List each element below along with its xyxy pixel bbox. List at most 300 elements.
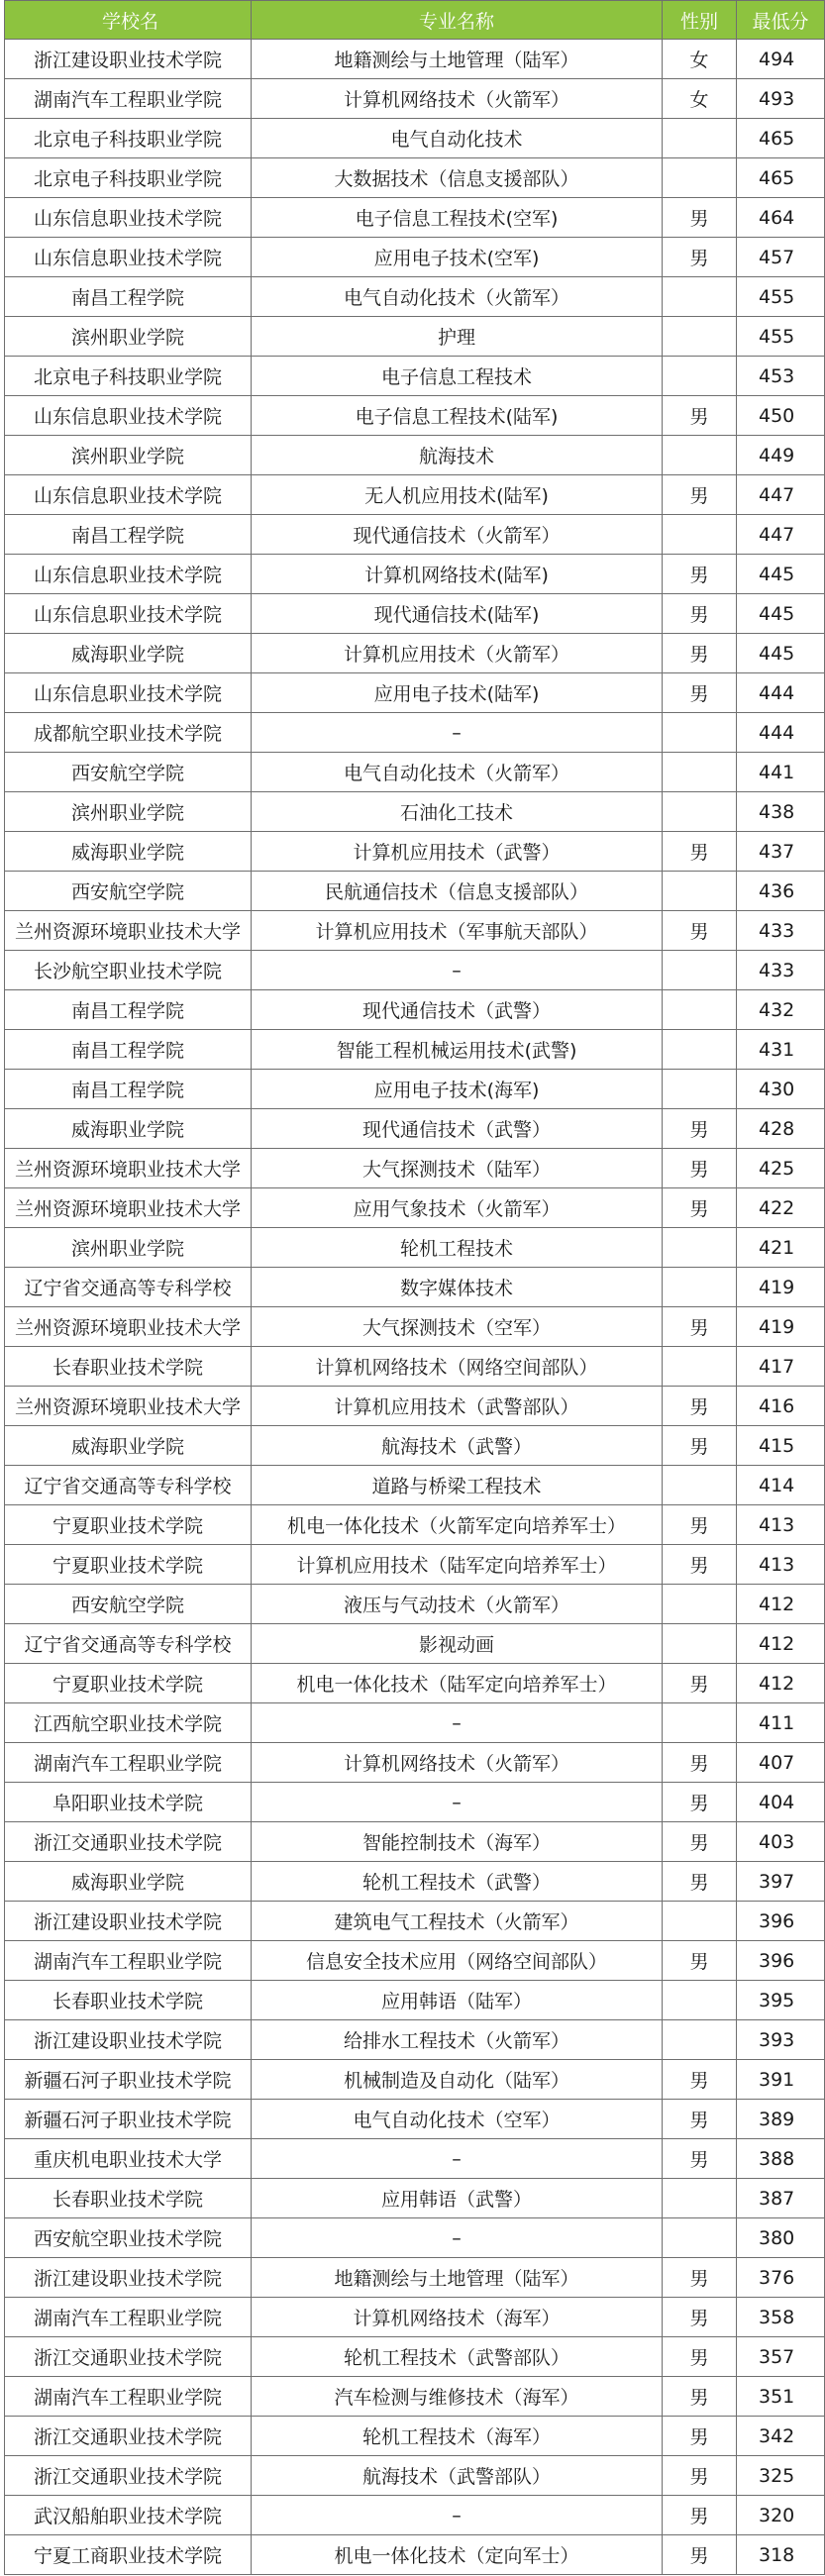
table-row xyxy=(5,1703,825,1743)
major-name-cell: 计算机网络技术（火箭军） xyxy=(252,79,663,119)
table-row xyxy=(5,1862,825,1902)
school-name-cell: 湖南汽车工程职业学院 xyxy=(5,2298,252,2337)
school-name-cell: 威海职业学院 xyxy=(5,1862,252,1902)
min-score-cell: 388 xyxy=(737,2139,825,2179)
school-name-cell: 湖南汽车工程职业学院 xyxy=(5,2377,252,2417)
gender-cell: 男 xyxy=(663,2100,737,2139)
min-score-cell: 465 xyxy=(737,158,825,198)
min-score-cell: 325 xyxy=(737,2456,825,2496)
min-score-cell: 432 xyxy=(737,990,825,1030)
gender-cell: 男 xyxy=(663,2337,737,2377)
major-name-cell: 给排水工程技术（火箭军） xyxy=(252,2020,663,2060)
gender-cell xyxy=(663,158,737,198)
min-score-cell: 404 xyxy=(737,1783,825,1822)
gender-cell: 男 xyxy=(663,1743,737,1783)
school-name-cell: 宁夏工商职业技术学院 xyxy=(5,2535,252,2575)
min-score-cell: 441 xyxy=(737,753,825,792)
table-row xyxy=(5,1109,825,1149)
gender-cell xyxy=(663,2179,737,2218)
min-score-cell: 395 xyxy=(737,1981,825,2020)
table-row xyxy=(5,2377,825,2417)
gender-cell xyxy=(663,1585,737,1624)
school-name-cell: 南昌工程学院 xyxy=(5,990,252,1030)
min-score-cell: 464 xyxy=(737,198,825,238)
table-row xyxy=(5,1783,825,1822)
major-name-cell: – xyxy=(252,713,663,753)
table-row xyxy=(5,1545,825,1585)
min-score-cell: 417 xyxy=(737,1347,825,1387)
major-name-cell: 机械制造及自动化（陆军） xyxy=(252,2060,663,2100)
min-score-cell: 436 xyxy=(737,872,825,911)
min-score-cell: 393 xyxy=(737,2020,825,2060)
min-score-cell: 437 xyxy=(737,832,825,872)
min-score-cell: 396 xyxy=(737,1902,825,1941)
table-row xyxy=(5,1624,825,1664)
major-name-cell: 计算机网络技术（网络空间部队） xyxy=(252,1347,663,1387)
major-name-cell: 计算机应用技术（武警） xyxy=(252,832,663,872)
gender-cell xyxy=(663,1030,737,1070)
table-row xyxy=(5,2218,825,2258)
table-row xyxy=(5,1902,825,1941)
min-score-cell: 380 xyxy=(737,2218,825,2258)
table-row xyxy=(5,594,825,634)
gender-cell: 男 xyxy=(663,1307,737,1347)
min-score-cell: 318 xyxy=(737,2535,825,2575)
min-score-cell: 449 xyxy=(737,436,825,475)
major-name-cell: 信息安全技术应用（网络空间部队） xyxy=(252,1941,663,1981)
gender-cell xyxy=(663,2020,737,2060)
table-row xyxy=(5,238,825,277)
school-name-cell: 辽宁省交通高等专科学校 xyxy=(5,1268,252,1307)
school-name-cell: 浙江交通职业技术学院 xyxy=(5,2456,252,2496)
school-name-cell: 山东信息职业技术学院 xyxy=(5,594,252,634)
min-score-cell: 493 xyxy=(737,79,825,119)
gender-cell: 男 xyxy=(663,2496,737,2535)
gender-cell xyxy=(663,1466,737,1505)
min-score-cell: 414 xyxy=(737,1466,825,1505)
min-score-cell: 396 xyxy=(737,1941,825,1981)
gender-cell: 男 xyxy=(663,2377,737,2417)
school-name-cell: 山东信息职业技术学院 xyxy=(5,198,252,238)
major-name-cell: 机电一体化技术（陆军定向培养军士） xyxy=(252,1664,663,1703)
min-score-cell: 447 xyxy=(737,475,825,515)
major-name-cell: 轮机工程技术（武警部队） xyxy=(252,2337,663,2377)
min-score-cell: 457 xyxy=(737,238,825,277)
table-row xyxy=(5,1822,825,1862)
table-row xyxy=(5,1743,825,1783)
school-name-cell: 长春职业技术学院 xyxy=(5,2179,252,2218)
school-name-cell: 成都航空职业技术学院 xyxy=(5,713,252,753)
table-row xyxy=(5,1228,825,1268)
table-row xyxy=(5,357,825,396)
table-row xyxy=(5,1941,825,1981)
gender-cell xyxy=(663,119,737,158)
gender-cell: 男 xyxy=(663,1387,737,1426)
table-row xyxy=(5,872,825,911)
school-name-cell: 浙江交通职业技术学院 xyxy=(5,2417,252,2456)
school-name-cell: 滨州职业学院 xyxy=(5,317,252,357)
gender-cell: 男 xyxy=(663,634,737,673)
min-score-cell: 455 xyxy=(737,317,825,357)
gender-cell: 男 xyxy=(663,1545,737,1585)
school-name-cell: 滨州职业学院 xyxy=(5,792,252,832)
major-name-cell: – xyxy=(252,1703,663,1743)
major-name-cell: 民航通信技术（信息支援部队） xyxy=(252,872,663,911)
gender-cell xyxy=(663,792,737,832)
table-row xyxy=(5,2100,825,2139)
major-name-cell: 轮机工程技术 xyxy=(252,1228,663,1268)
table-row xyxy=(5,1268,825,1307)
gender-cell xyxy=(663,1347,737,1387)
gender-cell xyxy=(663,990,737,1030)
table-row xyxy=(5,792,825,832)
major-name-cell: 大数据技术（信息支援部队） xyxy=(252,158,663,198)
table-row xyxy=(5,396,825,436)
gender-cell xyxy=(663,2218,737,2258)
table-row xyxy=(5,2298,825,2337)
major-name-cell: 应用电子技术(海军) xyxy=(252,1070,663,1109)
table-row xyxy=(5,277,825,317)
major-name-cell: 电气自动化技术 xyxy=(252,119,663,158)
gender-cell: 男 xyxy=(663,911,737,951)
min-score-cell: 422 xyxy=(737,1188,825,1228)
table-row xyxy=(5,911,825,951)
school-name-cell: 滨州职业学院 xyxy=(5,1228,252,1268)
table-header xyxy=(5,1,825,40)
school-name-cell: 宁夏职业技术学院 xyxy=(5,1505,252,1545)
gender-cell: 男 xyxy=(663,198,737,238)
gender-cell xyxy=(663,753,737,792)
major-name-cell: 建筑电气工程技术（火箭军） xyxy=(252,1902,663,1941)
school-name-cell: 山东信息职业技术学院 xyxy=(5,238,252,277)
school-name-cell: 浙江交通职业技术学院 xyxy=(5,2337,252,2377)
major-name-cell: 轮机工程技术（武警） xyxy=(252,1862,663,1902)
table-row xyxy=(5,1347,825,1387)
gender-cell: 男 xyxy=(663,1783,737,1822)
min-score-cell: 407 xyxy=(737,1743,825,1783)
school-name-cell: 重庆机电职业技术大学 xyxy=(5,2139,252,2179)
school-name-cell: 长沙航空职业技术学院 xyxy=(5,951,252,990)
major-name-cell: 应用电子技术(陆军) xyxy=(252,673,663,713)
gender-cell xyxy=(663,357,737,396)
min-score-cell: 416 xyxy=(737,1387,825,1426)
min-score-cell: 357 xyxy=(737,2337,825,2377)
min-score-cell: 389 xyxy=(737,2100,825,2139)
gender-cell xyxy=(663,1624,737,1664)
min-score-cell: 431 xyxy=(737,1030,825,1070)
table-row xyxy=(5,1188,825,1228)
gender-cell: 男 xyxy=(663,238,737,277)
min-score-cell: 455 xyxy=(737,277,825,317)
major-name-cell: 现代通信技术（武警） xyxy=(252,990,663,1030)
admission-scores-table xyxy=(4,0,825,2575)
school-name-cell: 浙江建设职业技术学院 xyxy=(5,1902,252,1941)
table-row xyxy=(5,1664,825,1703)
gender-cell xyxy=(663,436,737,475)
gender-cell: 男 xyxy=(663,1149,737,1188)
gender-cell xyxy=(663,277,737,317)
min-score-cell: 376 xyxy=(737,2258,825,2298)
gender-cell xyxy=(663,1703,737,1743)
gender-cell: 男 xyxy=(663,2060,737,2100)
min-score-cell: 419 xyxy=(737,1268,825,1307)
gender-cell xyxy=(663,1070,737,1109)
school-name-cell: 威海职业学院 xyxy=(5,634,252,673)
major-name-cell: 机电一体化技术（火箭军定向培养军士） xyxy=(252,1505,663,1545)
table-row xyxy=(5,1505,825,1545)
min-score-cell: 358 xyxy=(737,2298,825,2337)
school-name-cell: 江西航空职业技术学院 xyxy=(5,1703,252,1743)
major-name-cell: 护理 xyxy=(252,317,663,357)
gender-cell: 男 xyxy=(663,594,737,634)
school-name-cell: 辽宁省交通高等专科学校 xyxy=(5,1624,252,1664)
min-score-cell: 351 xyxy=(737,2377,825,2417)
table-row xyxy=(5,40,825,79)
major-name-cell: 计算机应用技术（武警部队） xyxy=(252,1387,663,1426)
table-row xyxy=(5,2179,825,2218)
major-name-cell: 计算机应用技术（火箭军） xyxy=(252,634,663,673)
school-name-cell: 兰州资源环境职业技术大学 xyxy=(5,911,252,951)
header-row xyxy=(5,1,825,40)
table-row xyxy=(5,475,825,515)
gender-cell xyxy=(663,951,737,990)
major-name-cell: 计算机网络技术(陆军) xyxy=(252,555,663,594)
gender-cell: 男 xyxy=(663,1822,737,1862)
major-name-cell: 电气自动化技术（火箭军） xyxy=(252,753,663,792)
school-name-cell: 长春职业技术学院 xyxy=(5,1981,252,2020)
gender-cell: 男 xyxy=(663,1862,737,1902)
school-name-cell: 长春职业技术学院 xyxy=(5,1347,252,1387)
table-row xyxy=(5,2060,825,2100)
school-name-cell: 西安航空学院 xyxy=(5,872,252,911)
school-name-cell: 浙江建设职业技术学院 xyxy=(5,2258,252,2298)
school-name-cell: 山东信息职业技术学院 xyxy=(5,396,252,436)
min-score-cell: 433 xyxy=(737,911,825,951)
school-name-cell: 北京电子科技职业学院 xyxy=(5,119,252,158)
min-score-cell: 445 xyxy=(737,634,825,673)
school-name-cell: 浙江交通职业技术学院 xyxy=(5,1822,252,1862)
major-name-cell: 影视动画 xyxy=(252,1624,663,1664)
gender-cell: 男 xyxy=(663,2535,737,2575)
min-score-cell: 445 xyxy=(737,555,825,594)
gender-cell xyxy=(663,1981,737,2020)
gender-cell: 男 xyxy=(663,2139,737,2179)
table-row xyxy=(5,317,825,357)
major-name-cell: 大气探测技术（陆军） xyxy=(252,1149,663,1188)
gender-cell: 男 xyxy=(663,2456,737,2496)
major-name-cell: – xyxy=(252,1783,663,1822)
gender-cell: 男 xyxy=(663,1664,737,1703)
school-name-cell: 西安航空学院 xyxy=(5,753,252,792)
table-row xyxy=(5,2020,825,2060)
header-major-name: 专业名称 xyxy=(252,1,663,40)
min-score-cell: 320 xyxy=(737,2496,825,2535)
table-row xyxy=(5,2258,825,2298)
major-name-cell: – xyxy=(252,951,663,990)
min-score-cell: 438 xyxy=(737,792,825,832)
min-score-cell: 412 xyxy=(737,1664,825,1703)
min-score-cell: 419 xyxy=(737,1307,825,1347)
school-name-cell: 西安航空职业技术学院 xyxy=(5,2218,252,2258)
school-name-cell: 南昌工程学院 xyxy=(5,277,252,317)
table-row xyxy=(5,713,825,753)
gender-cell: 男 xyxy=(663,1426,737,1466)
min-score-cell: 387 xyxy=(737,2179,825,2218)
school-name-cell: 阜阳职业技术学院 xyxy=(5,1783,252,1822)
table-row xyxy=(5,1981,825,2020)
table-row xyxy=(5,2417,825,2456)
gender-cell: 男 xyxy=(663,555,737,594)
major-name-cell: 现代通信技术（武警） xyxy=(252,1109,663,1149)
gender-cell: 男 xyxy=(663,2417,737,2456)
major-name-cell: 应用韩语（武警） xyxy=(252,2179,663,2218)
min-score-cell: 425 xyxy=(737,1149,825,1188)
table-row xyxy=(5,1030,825,1070)
major-name-cell: 应用气象技术（火箭军） xyxy=(252,1188,663,1228)
school-name-cell: 山东信息职业技术学院 xyxy=(5,475,252,515)
gender-cell: 男 xyxy=(663,673,737,713)
table-row xyxy=(5,1466,825,1505)
header-gender: 性别 xyxy=(663,1,737,40)
gender-cell xyxy=(663,1228,737,1268)
min-score-cell: 430 xyxy=(737,1070,825,1109)
table-row xyxy=(5,832,825,872)
table-row xyxy=(5,158,825,198)
table-row xyxy=(5,2337,825,2377)
school-name-cell: 兰州资源环境职业技术大学 xyxy=(5,1387,252,1426)
table-row xyxy=(5,1307,825,1347)
table-row xyxy=(5,1149,825,1188)
major-name-cell: 智能控制技术（海军） xyxy=(252,1822,663,1862)
school-name-cell: 新疆石河子职业技术学院 xyxy=(5,2100,252,2139)
table-row xyxy=(5,1585,825,1624)
school-name-cell: 浙江建设职业技术学院 xyxy=(5,2020,252,2060)
school-name-cell: 南昌工程学院 xyxy=(5,1070,252,1109)
school-name-cell: 湖南汽车工程职业学院 xyxy=(5,79,252,119)
gender-cell: 男 xyxy=(663,2258,737,2298)
table-row xyxy=(5,2456,825,2496)
gender-cell xyxy=(663,713,737,753)
header-min-score: 最低分 xyxy=(737,1,825,40)
major-name-cell: 大气探测技术（空军） xyxy=(252,1307,663,1347)
min-score-cell: 413 xyxy=(737,1545,825,1585)
table-row xyxy=(5,515,825,555)
major-name-cell: 数字媒体技术 xyxy=(252,1268,663,1307)
major-name-cell: 计算机应用技术（军事航天部队） xyxy=(252,911,663,951)
min-score-cell: 447 xyxy=(737,515,825,555)
major-name-cell: – xyxy=(252,2139,663,2179)
table-body xyxy=(5,40,825,2575)
table-row xyxy=(5,2496,825,2535)
major-name-cell: 应用韩语（陆军） xyxy=(252,1981,663,2020)
min-score-cell: 433 xyxy=(737,951,825,990)
major-name-cell: 电气自动化技术（火箭军） xyxy=(252,277,663,317)
gender-cell: 男 xyxy=(663,2298,737,2337)
major-name-cell: 计算机网络技术（火箭军） xyxy=(252,1743,663,1783)
gender-cell: 男 xyxy=(663,475,737,515)
major-name-cell: 应用电子技术(空军) xyxy=(252,238,663,277)
min-score-cell: 403 xyxy=(737,1822,825,1862)
school-name-cell: 辽宁省交通高等专科学校 xyxy=(5,1466,252,1505)
major-name-cell: 计算机应用技术（陆军定向培养军士） xyxy=(252,1545,663,1585)
major-name-cell: 机电一体化技术（定向军士） xyxy=(252,2535,663,2575)
table-row xyxy=(5,673,825,713)
min-score-cell: 391 xyxy=(737,2060,825,2100)
major-name-cell: – xyxy=(252,2218,663,2258)
major-name-cell: 汽车检测与维修技术（海军） xyxy=(252,2377,663,2417)
table-row xyxy=(5,634,825,673)
min-score-cell: 413 xyxy=(737,1505,825,1545)
major-name-cell: 轮机工程技术（海军） xyxy=(252,2417,663,2456)
gender-cell: 女 xyxy=(663,40,737,79)
major-name-cell: 地籍测绘与土地管理（陆军） xyxy=(252,40,663,79)
major-name-cell: 现代通信技术(陆军) xyxy=(252,594,663,634)
gender-cell xyxy=(663,872,737,911)
min-score-cell: 342 xyxy=(737,2417,825,2456)
min-score-cell: 450 xyxy=(737,396,825,436)
school-name-cell: 兰州资源环境职业技术大学 xyxy=(5,1307,252,1347)
min-score-cell: 453 xyxy=(737,357,825,396)
min-score-cell: 397 xyxy=(737,1862,825,1902)
school-name-cell: 山东信息职业技术学院 xyxy=(5,555,252,594)
min-score-cell: 415 xyxy=(737,1426,825,1466)
school-name-cell: 北京电子科技职业学院 xyxy=(5,357,252,396)
min-score-cell: 444 xyxy=(737,713,825,753)
min-score-cell: 421 xyxy=(737,1228,825,1268)
min-score-cell: 428 xyxy=(737,1109,825,1149)
major-name-cell: 航海技术（武警） xyxy=(252,1426,663,1466)
table-row xyxy=(5,436,825,475)
gender-cell: 男 xyxy=(663,832,737,872)
min-score-cell: 412 xyxy=(737,1624,825,1664)
school-name-cell: 威海职业学院 xyxy=(5,1109,252,1149)
gender-cell: 男 xyxy=(663,1188,737,1228)
table-row xyxy=(5,555,825,594)
table-row xyxy=(5,79,825,119)
major-name-cell: 道路与桥梁工程技术 xyxy=(252,1466,663,1505)
min-score-cell: 445 xyxy=(737,594,825,634)
table-row xyxy=(5,1387,825,1426)
gender-cell: 男 xyxy=(663,1941,737,1981)
min-score-cell: 412 xyxy=(737,1585,825,1624)
table-row xyxy=(5,990,825,1030)
min-score-cell: 444 xyxy=(737,673,825,713)
major-name-cell: 液压与气动技术（火箭军） xyxy=(252,1585,663,1624)
major-name-cell: 智能工程机械运用技术(武警) xyxy=(252,1030,663,1070)
major-name-cell: 航海技术 xyxy=(252,436,663,475)
school-name-cell: 兰州资源环境职业技术大学 xyxy=(5,1149,252,1188)
major-name-cell: 地籍测绘与土地管理（陆军） xyxy=(252,2258,663,2298)
table-row xyxy=(5,1070,825,1109)
major-name-cell: 电子信息工程技术(陆军) xyxy=(252,396,663,436)
min-score-cell: 411 xyxy=(737,1703,825,1743)
min-score-cell: 494 xyxy=(737,40,825,79)
school-name-cell: 湖南汽车工程职业学院 xyxy=(5,1743,252,1783)
table-row xyxy=(5,198,825,238)
gender-cell xyxy=(663,515,737,555)
min-score-cell: 465 xyxy=(737,119,825,158)
school-name-cell: 北京电子科技职业学院 xyxy=(5,158,252,198)
table-row xyxy=(5,951,825,990)
major-name-cell: 电子信息工程技术(空军) xyxy=(252,198,663,238)
gender-cell xyxy=(663,317,737,357)
gender-cell: 男 xyxy=(663,396,737,436)
school-name-cell: 新疆石河子职业技术学院 xyxy=(5,2060,252,2100)
major-name-cell: 计算机网络技术（海军） xyxy=(252,2298,663,2337)
major-name-cell: 现代通信技术（火箭军） xyxy=(252,515,663,555)
school-name-cell: 宁夏职业技术学院 xyxy=(5,1664,252,1703)
table-row xyxy=(5,2139,825,2179)
